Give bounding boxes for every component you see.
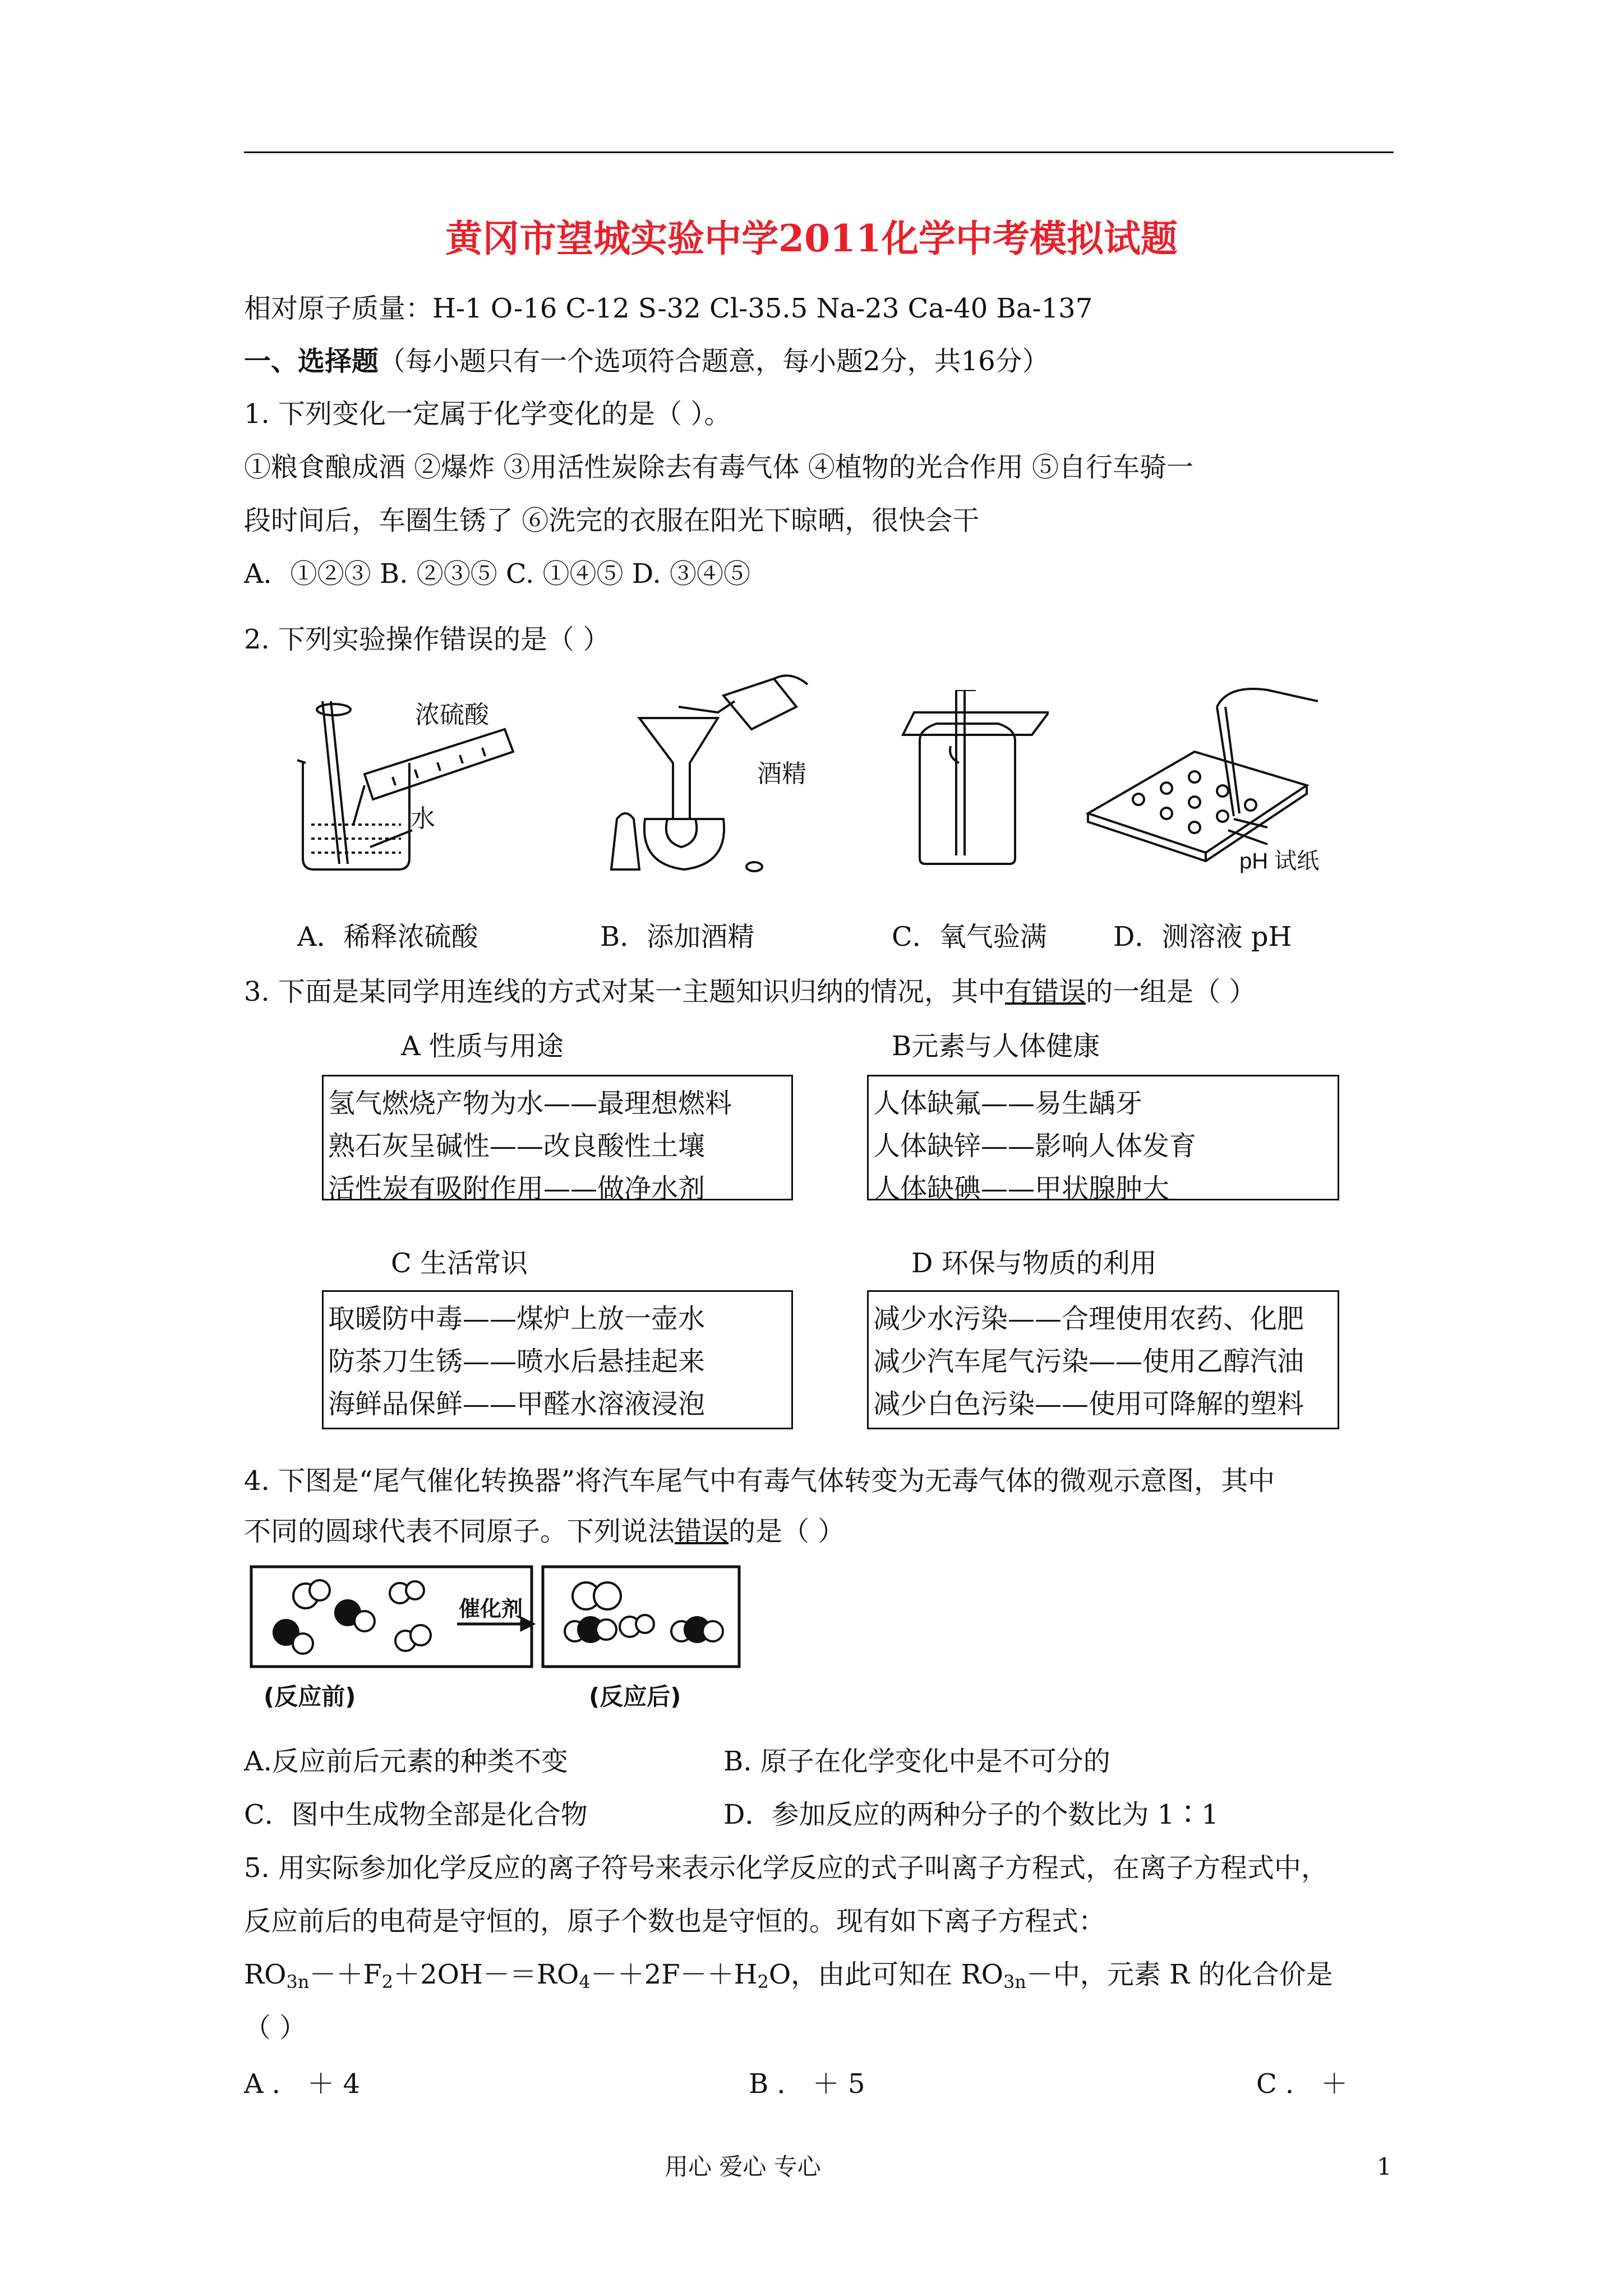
q4-stem-line2: [244, 1515, 845, 1548]
q1-items-line1: ①粮食酿成酒 ②爆炸 ③用活性炭除去有毒气体 ④植物的光合作用 ⑤自行车骑一: [244, 452, 1194, 483]
eq-text: －＋2F－＋H: [590, 1959, 758, 1990]
q5-paren: （ ）: [244, 2012, 307, 2044]
figure-oxygen-check: [897, 690, 1049, 869]
page-title: 黄冈市望城实验中学2011化学中考模拟试题: [445, 217, 1178, 260]
section-note: （每小题只有一个选项符合题意，每小题2分，共16分）: [379, 346, 1049, 377]
q2-stem: 2. 下列实验操作错误的是（ ）: [244, 624, 610, 655]
box-a-line: 氢气燃烧产物为水——最理想燃料: [328, 1088, 732, 1119]
q2-option-a: A．稀释浓硫酸: [297, 921, 478, 953]
q4-stem-underlined: 错误: [675, 1516, 729, 1547]
q1-items-line2: 段时间后，车圈生锈了 ⑥洗完的衣服在阳光下晾晒，很快会干: [244, 505, 980, 536]
eq-text: －＋F: [309, 1959, 382, 1990]
q4-option-c: C．图中生成物全部是化合物: [244, 1799, 588, 1830]
eq-text: －中，元素 R 的化合价是: [1026, 1959, 1333, 1990]
eq-subscript: 2: [381, 1971, 394, 1993]
label-before-reaction: (反应前): [264, 1683, 356, 1710]
box-a-line: 熟石灰呈碱性——改良酸性土壤: [328, 1130, 706, 1162]
box-b-caption: B元素与人体健康: [892, 1030, 1100, 1062]
eq-subscript: 3n: [1003, 1971, 1026, 1993]
box-b-line: 人体缺锌——影响人体发育: [873, 1130, 1197, 1162]
box-c-caption: C 生活常识: [391, 1248, 528, 1279]
label-ph-paper: pH 试纸: [1239, 849, 1320, 873]
q3-stem: [244, 975, 1256, 1009]
footer-motto: 用心 爱心 专心: [665, 2153, 821, 2180]
eq-text: RO: [244, 1959, 287, 1990]
box-c-line: 取暖防中毒——煤炉上放一壶水: [328, 1303, 706, 1335]
q4-stem-before: 不同的圆球代表不同原子。下列说法: [244, 1516, 675, 1547]
q2-option-d: D．测溶液 pH: [1113, 921, 1292, 953]
q5-line1: 5. 用实际参加化学反应的离子符号来表示化学反应的式子叫离子方程式，在离子方程式中，: [244, 1852, 1329, 1884]
box-b-line: 人体缺碘——甲状腺肿大: [873, 1173, 1170, 1204]
label-catalyst: 催化剂: [459, 1596, 523, 1621]
header-rule: [244, 151, 1394, 153]
label-after-reaction: (反应后): [589, 1683, 681, 1710]
box-d-caption: D 环保与物质的利用: [911, 1248, 1157, 1279]
q2-option-c: C．氧气验满: [892, 921, 1047, 953]
section-heading: [244, 344, 1049, 378]
q5-line2: 反应前后的电荷是守恒的，原子个数也是守恒的。现有如下离子方程式：: [244, 1906, 1106, 1937]
label-concentrated-acid: 浓硫酸: [415, 701, 489, 729]
q4-stem-after: 的是（ ）: [728, 1516, 845, 1547]
q4-option-d: D．参加反应的两种分子的个数比为 1∶1: [723, 1799, 1219, 1830]
eq-text: ＋2OH－＝RO: [393, 1959, 579, 1990]
q3-stem-underlined: 有错误: [1005, 976, 1086, 1007]
q5-equation: [244, 1958, 1333, 1999]
box-c-line: 海鲜品保鲜——甲醛水溶液浸泡: [328, 1388, 706, 1420]
eq-subscript: 2: [757, 1971, 769, 1993]
knowledge-box-a: [322, 1075, 793, 1204]
label-water: 水: [411, 804, 435, 833]
knowledge-box-d: [867, 1290, 1339, 1429]
q3-stem-before: 3. 下面是某同学用连线的方式对某一主题知识归纳的情况，其中: [244, 976, 1006, 1007]
q4-option-a: A.反应前后元素的种类不变: [244, 1746, 568, 1777]
q2-option-b: B．添加酒精: [600, 921, 755, 953]
box-d-line: 减少水污染——合理使用农药、化肥: [873, 1303, 1304, 1335]
box-d-line: 减少白色污染——使用可降解的塑料: [873, 1388, 1304, 1420]
eq-subscript: 3n: [286, 1971, 310, 1993]
q5-option-a: A ． ＋ 4: [244, 2068, 360, 2100]
q5-option-b: B ． ＋ 5: [749, 2068, 865, 2100]
atomic-masses: 相对原子质量：H-1 O-16 C-12 S-32 Cl-35.5 Na-23 Ca-40 Ba-137: [244, 293, 1093, 324]
eq-subscript: 4: [579, 1971, 591, 1993]
q1-options: A．①②③ B. ②③⑤ C. ①④⑤ D. ③④⑤: [244, 558, 751, 590]
section-title: 一、选择题: [244, 346, 379, 377]
q3-stem-after: 的一组是（ ）: [1086, 976, 1256, 1007]
page-number: 1: [1377, 2153, 1392, 2180]
box-a-line: 活性炭有吸附作用——做净水剂: [328, 1173, 706, 1204]
q5-option-c: C ． ＋: [1256, 2068, 1348, 2100]
eq-text: O，由此可知在 RO: [768, 1959, 1003, 1990]
label-alcohol: 酒精: [757, 760, 806, 788]
q4-stem-line1: 4. 下图是“尾气催化转换器”将汽车尾气中有毒气体转变为无毒气体的微观示意图，其中: [244, 1465, 1275, 1497]
box-c-line: 防茶刀生锈——喷水后悬挂起来: [328, 1346, 706, 1377]
q1-stem: 1. 下列变化一定属于化学变化的是（ ）。: [244, 398, 731, 430]
box-a-caption: A 性质与用途: [401, 1030, 564, 1062]
q4-option-b: B. 原子在化学变化中是不可分的: [723, 1746, 1110, 1777]
figure-ph-test: [1082, 684, 1318, 864]
box-d-line: 减少汽车尾气污染——使用乙醇汽油: [873, 1346, 1304, 1377]
knowledge-box-b: [867, 1075, 1339, 1204]
box-b-line: 人体缺氟——易生龋牙: [873, 1088, 1143, 1119]
knowledge-box-c: [322, 1290, 793, 1429]
